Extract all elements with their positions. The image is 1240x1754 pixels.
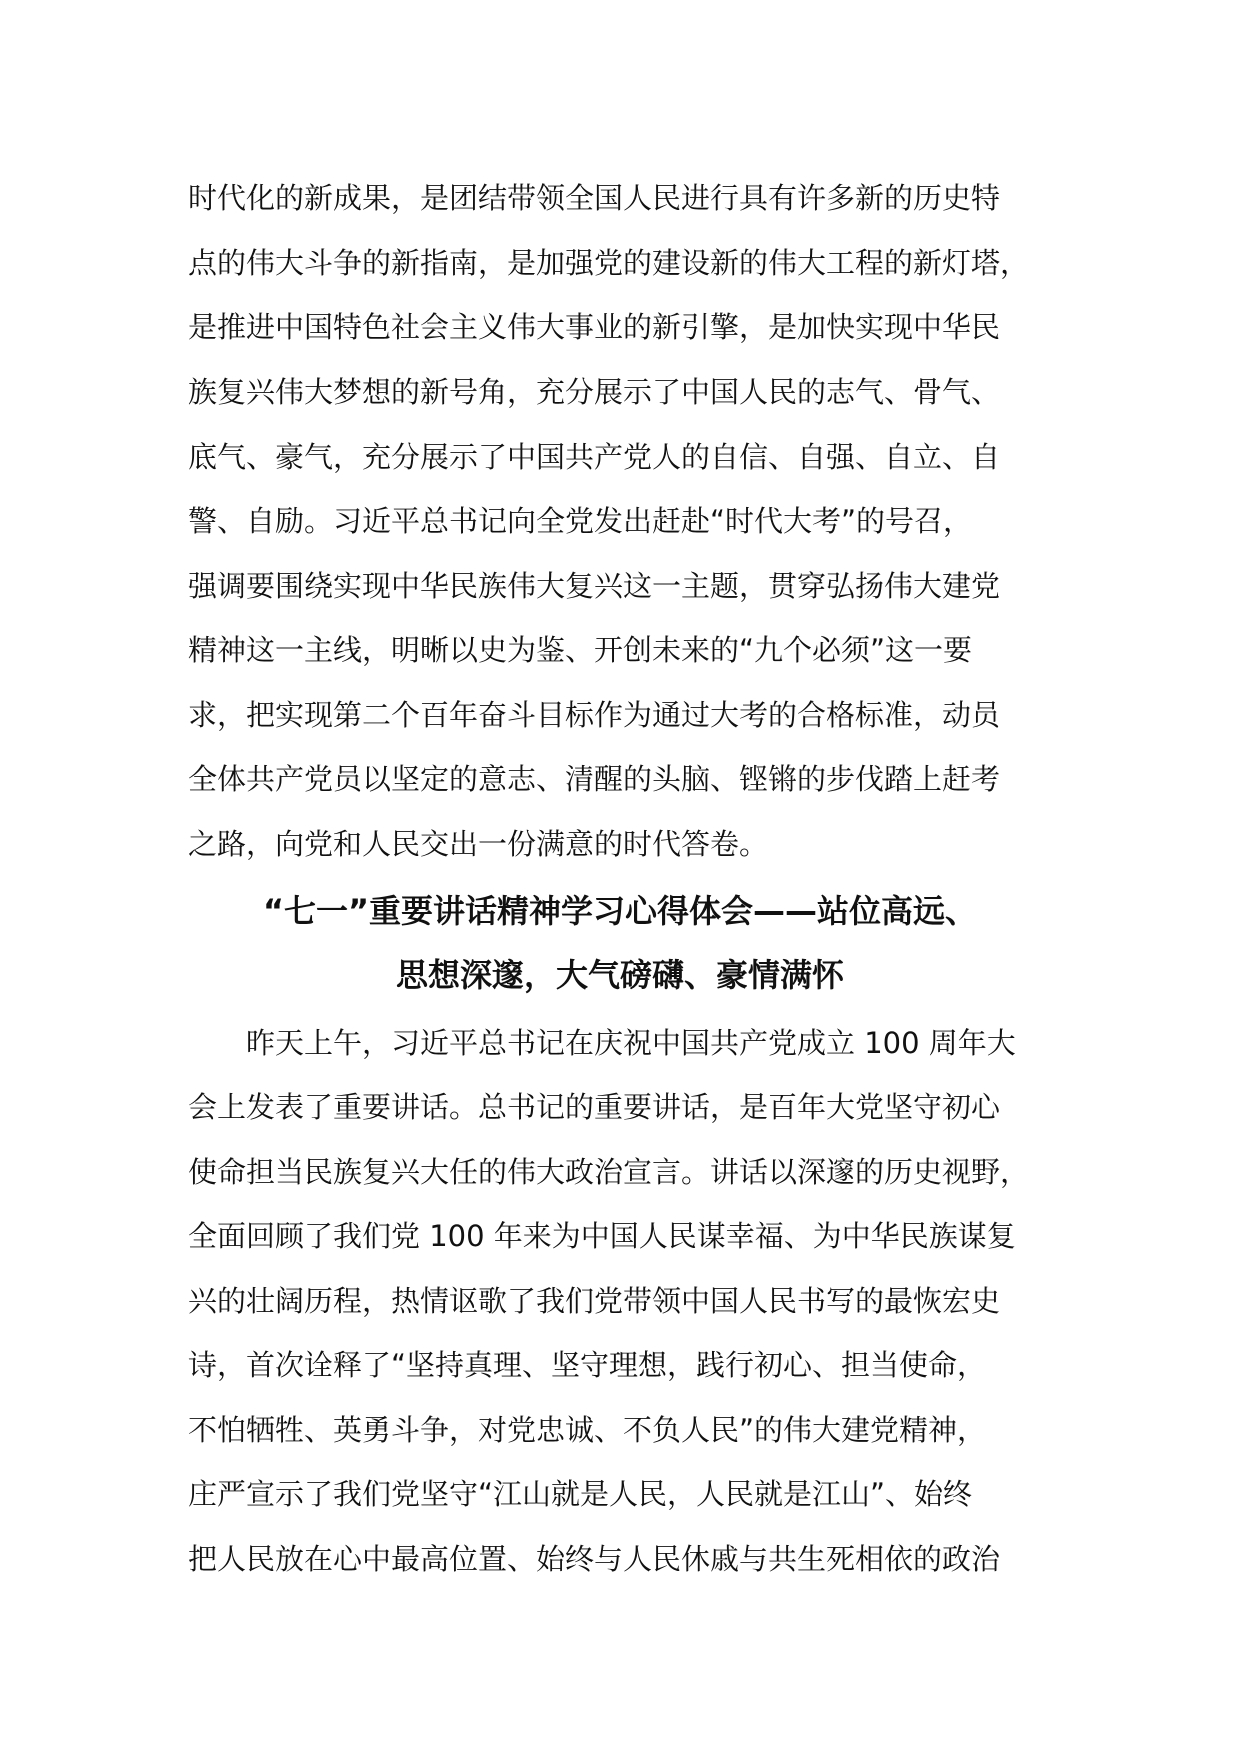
paragraph-line: 族复兴伟大梦想的新号角，充分展示了中国人民的志气、骨气、 [188,375,1001,409]
paragraph-line: 点的伟大斗争的新指南，是加强党的建设新的伟大工程的新灯塔， [188,246,1030,280]
paragraph-line: 庄严宣示了我们党坚守“江山就是人民，人民就是江山”、始终 [188,1477,973,1511]
paragraph-line: 会上发表了重要讲话。总书记的重要讲话，是百年大党坚守初心 [188,1090,1001,1124]
paragraph-line: 昨天上午，习近平总书记在庆祝中国共产党成立 100 周年大 [246,1026,1016,1060]
paragraph-line: 警、自励。习近平总书记向全党发出赶赴“时代大考”的号召， [188,504,973,538]
paragraph-line: 底气、豪气，充分展示了中国共产党人的自信、自强、自立、自 [188,440,1001,474]
paragraph-line: 全面回顾了我们党 100 年来为中国人民谋幸福、为中华民族谋复 [188,1219,1016,1253]
paragraph-line: 是推进中国特色社会主义伟大事业的新引擎，是加快实现中华民 [188,310,1001,344]
paragraph-line: 把人民放在心中最高位置、始终与人民休戚与共生死相依的政治 [188,1542,1001,1576]
paragraph-line: 使命担当民族复兴大任的伟大政治宣言。讲话以深邃的历史视野， [188,1155,1030,1189]
section-heading-line-2: 思想深邃，大气磅礴、豪情满怀 [395,956,844,994]
paragraph-line: 兴的壮阔历程，热情讴歌了我们党带领中国人民书写的最恢宏史 [188,1284,1001,1318]
paragraph-line: 强调要围绕实现中华民族伟大复兴这一主题，贯穿弘扬伟大建党 [188,569,1001,603]
paragraph-line: 精神这一主线，明晰以史为鉴、开创未来的“九个必须”这一要 [188,633,973,667]
paragraph-line: 全体共产党员以坚定的意志、清醒的头脑、铿锵的步伐踏上赶考 [188,762,1001,796]
paragraph-line: 求，把实现第二个百年奋斗目标作为通过大考的合格标准，动员 [188,698,1001,732]
section-heading-line-1: “七一”重要讲话精神学习心得体会——站位高远、 [262,892,978,930]
paragraph-line: 时代化的新成果，是团结带领全国人民进行具有许多新的历史特 [188,181,1001,215]
paragraph-line: 不怕牺牲、英勇斗争，对党忠诚、不负人民”的伟大建党精神， [188,1413,987,1447]
paragraph-line: 诗，首次诠释了“坚持真理、坚守理想，践行初心、担当使命， [188,1348,987,1382]
paragraph-line: 之路，向党和人民交出一份满意的时代答卷。 [188,827,769,861]
